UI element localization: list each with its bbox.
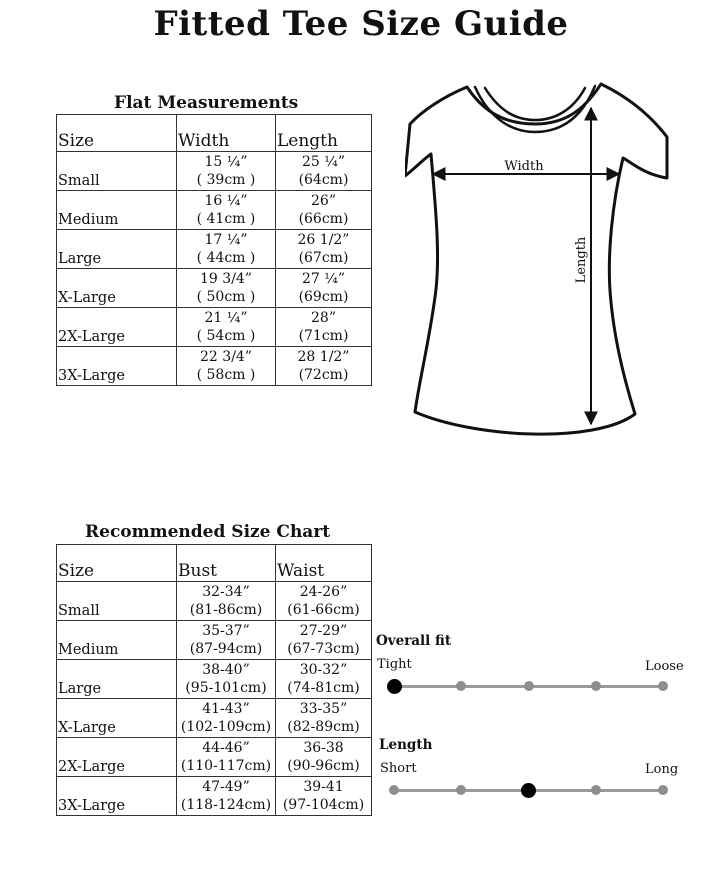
- scale-dot: [658, 785, 668, 795]
- length-inches: 27 ¼”: [302, 271, 345, 287]
- width-inches: 15 ¼”: [204, 154, 248, 170]
- scale-dot: [591, 681, 601, 691]
- length-centimeters: (67cm): [298, 250, 349, 266]
- waist-cell: [276, 621, 372, 660]
- bust-inches: 41-43”: [202, 701, 250, 717]
- size-cell: Small: [57, 582, 177, 621]
- length-inches: 28 1/2”: [297, 349, 350, 365]
- bust-inches: 35-37”: [202, 623, 250, 639]
- width-cell: [177, 152, 276, 191]
- length-centimeters: (69cm): [298, 289, 349, 305]
- size-cell: Large: [57, 230, 177, 269]
- width-inches: 21 ¼”: [204, 310, 248, 326]
- size-cell: X-Large: [57, 699, 177, 738]
- size-cell: 2X-Large: [57, 738, 177, 777]
- waist-cell: [276, 660, 372, 699]
- bust-inches: 38-40”: [202, 662, 250, 678]
- width-centimeters: ( 39cm ): [196, 172, 256, 188]
- waist-centimeters: (74-81cm): [287, 680, 360, 696]
- waist-centimeters: (90-96cm): [287, 758, 360, 774]
- length-fit-short-label: Short: [380, 761, 417, 776]
- table-row: [57, 191, 372, 230]
- width-centimeters: ( 54cm ): [196, 328, 256, 344]
- length-inches: 26 1/2”: [297, 232, 350, 248]
- waist-inches: 39-41: [303, 779, 344, 795]
- length-centimeters: (71cm): [298, 328, 349, 344]
- width-cell: [177, 269, 276, 308]
- length-label: Length: [574, 236, 589, 284]
- bust-cell: [177, 777, 276, 816]
- width-inches: 17 ¼”: [204, 232, 248, 248]
- table-row: [57, 269, 372, 308]
- table-row: [57, 582, 372, 621]
- bust-centimeters: (81-86cm): [189, 602, 263, 618]
- length-cell: [276, 152, 372, 191]
- waist-inches: 27-29”: [299, 623, 348, 639]
- scale-dot: [456, 681, 466, 691]
- bust-inches: 32-34”: [202, 584, 250, 600]
- recommended-chart-title: Recommended Size Chart: [85, 522, 331, 542]
- width-cell: [177, 191, 276, 230]
- bust-cell: [177, 582, 276, 621]
- flat-measurements-title: Flat Measurements: [114, 93, 299, 113]
- bust-centimeters: (87-94cm): [189, 641, 263, 657]
- width-centimeters: ( 50cm ): [196, 289, 256, 305]
- size-cell: 3X-Large: [57, 777, 177, 816]
- width-cell: [177, 230, 276, 269]
- length-centimeters: (66cm): [298, 211, 349, 227]
- width-centimeters: ( 58cm ): [196, 367, 256, 383]
- scale-dot: [456, 785, 466, 795]
- flat-measurements-table: [56, 114, 372, 386]
- table-row: [57, 699, 372, 738]
- waist-cell: [276, 582, 372, 621]
- length-measure: [574, 108, 591, 424]
- waist-centimeters: (82-89cm): [287, 719, 360, 735]
- column-header-size: Size: [57, 115, 177, 152]
- width-cell: [177, 308, 276, 347]
- bust-centimeters: (102-109cm): [180, 719, 272, 735]
- tee-diagram: [405, 82, 675, 444]
- column-header-waist: Waist: [276, 545, 372, 582]
- table-row: [57, 738, 372, 777]
- size-cell: 3X-Large: [57, 347, 177, 386]
- table-row: [57, 660, 372, 699]
- waist-centimeters: (67-73cm): [287, 641, 360, 657]
- bust-centimeters: (110-117cm): [180, 758, 272, 774]
- length-fit-label: Length: [379, 737, 433, 753]
- width-inches: 19 3/4”: [200, 271, 252, 287]
- length-cell: [276, 230, 372, 269]
- overall-fit-loose-label: Loose: [645, 659, 684, 674]
- table-header-row: [57, 115, 372, 152]
- width-inches: 16 ¼”: [204, 193, 248, 209]
- width-centimeters: ( 44cm ): [196, 250, 256, 266]
- bust-cell: [177, 699, 276, 738]
- waist-inches: 24-26”: [299, 584, 348, 600]
- length-cell: [276, 308, 372, 347]
- bust-centimeters: (118-124cm): [180, 797, 272, 813]
- length-cell: [276, 191, 372, 230]
- bust-cell: [177, 738, 276, 777]
- overall-fit-tight-label: Tight: [377, 657, 412, 672]
- waist-cell: [276, 777, 372, 816]
- size-cell: X-Large: [57, 269, 177, 308]
- bust-inches: 44-46”: [202, 740, 250, 756]
- bust-cell: [177, 621, 276, 660]
- table-row: [57, 230, 372, 269]
- waist-inches: 30-32”: [299, 662, 348, 678]
- table-row: [57, 152, 372, 191]
- length-inches: 28”: [311, 310, 336, 326]
- bust-inches: 47-49”: [202, 779, 250, 795]
- width-label: Width: [504, 159, 544, 174]
- bust-centimeters: (95-101cm): [185, 680, 267, 696]
- width-cell: [177, 347, 276, 386]
- column-header-width: Width: [177, 115, 276, 152]
- length-centimeters: (72cm): [298, 367, 349, 383]
- column-header-length: Length: [276, 115, 372, 152]
- page-title: Fitted Tee Size Guide: [153, 4, 569, 44]
- width-inches: 22 3/4”: [200, 349, 252, 365]
- table-row: [57, 777, 372, 816]
- length-fit-long-label: Long: [645, 762, 679, 777]
- table-row: [57, 308, 372, 347]
- waist-cell: [276, 699, 372, 738]
- length-inches: 26”: [311, 193, 336, 209]
- waist-inches: 33-35”: [299, 701, 348, 717]
- scale-dot: [524, 681, 534, 691]
- waist-cell: [276, 738, 372, 777]
- table-row: [57, 347, 372, 386]
- scale-dot-selected: [521, 783, 536, 798]
- column-header-bust: Bust: [177, 545, 276, 582]
- scale-dot: [658, 681, 668, 691]
- overall-fit-label: Overall fit: [376, 633, 452, 649]
- size-cell: Large: [57, 660, 177, 699]
- length-cell: [276, 269, 372, 308]
- overall-fit-scale: [376, 633, 684, 703]
- length-cell: [276, 347, 372, 386]
- waist-inches: 36-38: [303, 740, 344, 756]
- length-inches: 25 ¼”: [302, 154, 345, 170]
- scale-dot: [591, 785, 601, 795]
- size-cell: Small: [57, 152, 177, 191]
- bust-cell: [177, 660, 276, 699]
- table-header-row: [57, 545, 372, 582]
- table-row: [57, 621, 372, 660]
- scale-dot: [389, 785, 399, 795]
- waist-centimeters: (61-66cm): [287, 602, 360, 618]
- tee-outline: [405, 84, 667, 434]
- length-fit-scale: [376, 737, 679, 807]
- size-cell: 2X-Large: [57, 308, 177, 347]
- waist-centimeters: (97-104cm): [282, 797, 365, 813]
- size-cell: Medium: [57, 191, 177, 230]
- width-centimeters: ( 41cm ): [196, 211, 256, 227]
- size-cell: Medium: [57, 621, 177, 660]
- recommended-size-table: [56, 544, 372, 816]
- length-centimeters: (64cm): [298, 172, 349, 188]
- column-header-size: Size: [57, 545, 177, 582]
- scale-dot-selected: [387, 679, 402, 694]
